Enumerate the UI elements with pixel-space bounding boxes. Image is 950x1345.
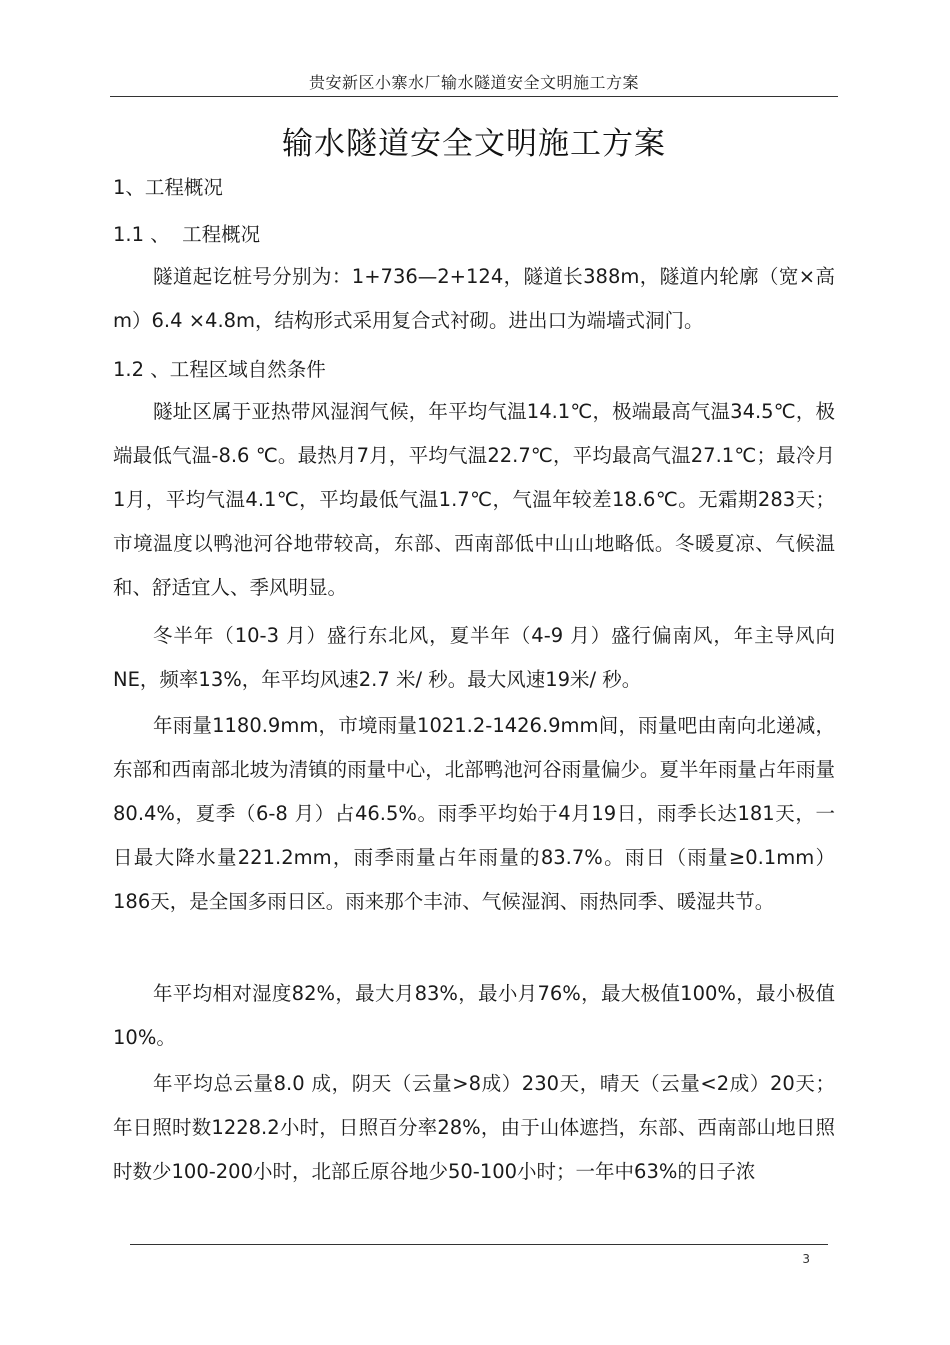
- section-heading-1: 1、工程概况: [113, 176, 223, 199]
- header-divider: [110, 96, 838, 97]
- paragraph-climate: 隧址区属于亚热带风湿润气候，年平均气温14.1℃，极端最高气温34.5℃，极端最低气温-8.6 ℃。最热月7月，平均气温22.7℃，平均最高气温27.1℃；最冷月1月，平均气温4.1℃，平均最低气温1.7℃，气温年较差18.6℃。无霜期283天；市境温度以鸭池河谷地带较高，东部、西南部低中山山地略低。冬暖夏凉、气候温和、舒适宜人、季风明显。: [113, 400, 835, 599]
- paragraph-tunnel-overview: 隧道起讫桩号分别为：1+736—2+124，隧道长388m，隧道内轮廓（宽×高m）6.4 ×4.8m，结构形式采用复合式衬砌。进出口为端墙式洞门。: [113, 265, 835, 332]
- page-number: 3: [802, 1252, 810, 1266]
- paragraph-humidity: 年平均相对湿度82%，最大月83%，最小月76%，最大极值100%，最小极值10%。: [113, 982, 835, 1049]
- paragraph-cloud-sunshine: 年平均总云量8.0 成，阴天（云量>8成）230天，晴天（云量<2成）20天；年日照时数1228.2小时，日照百分率28%，由于山体遮挡，东部、西南部山地日照时数少100-200小时，北部丘原谷地少50-100小时；一年中63%的日子浓: [113, 1072, 835, 1183]
- section-heading-1-2: 1.2 、工程区域自然条件: [113, 358, 326, 381]
- section-heading-1-1: 1.1 、 工程概况: [113, 223, 261, 246]
- paragraph-rainfall: 年雨量1180.9mm，市境雨量1021.2-1426.9mm间，雨量吧由南向北递减，东部和西南部北坡为清镇的雨量中心，北部鸭池河谷雨量偏少。夏半年雨量占年雨量80.4%，夏季（6-8 月）占46.5%。雨季平均始于4月19日，雨季长达181天，一日最大降水量221.2mm，雨季雨量占年雨量的83.7%。雨日（雨量≥0.1mm）186天，是全国多雨日区。雨来那个丰沛、气候湿润、雨热同季、暖湿共节。: [113, 714, 835, 913]
- footer-divider: [130, 1244, 828, 1245]
- running-header: 贵安新区小寨水厂输水隧道安全文明施工方案: [308, 73, 639, 92]
- document-title: 输水隧道安全文明施工方案: [282, 126, 666, 162]
- paragraph-wind: 冬半年（10-3 月）盛行东北风，夏半年（4-9 月）盛行偏南风，年主导风向NE，频率13%，年平均风速2.7 米/ 秒。最大风速19米/ 秒。: [113, 624, 835, 691]
